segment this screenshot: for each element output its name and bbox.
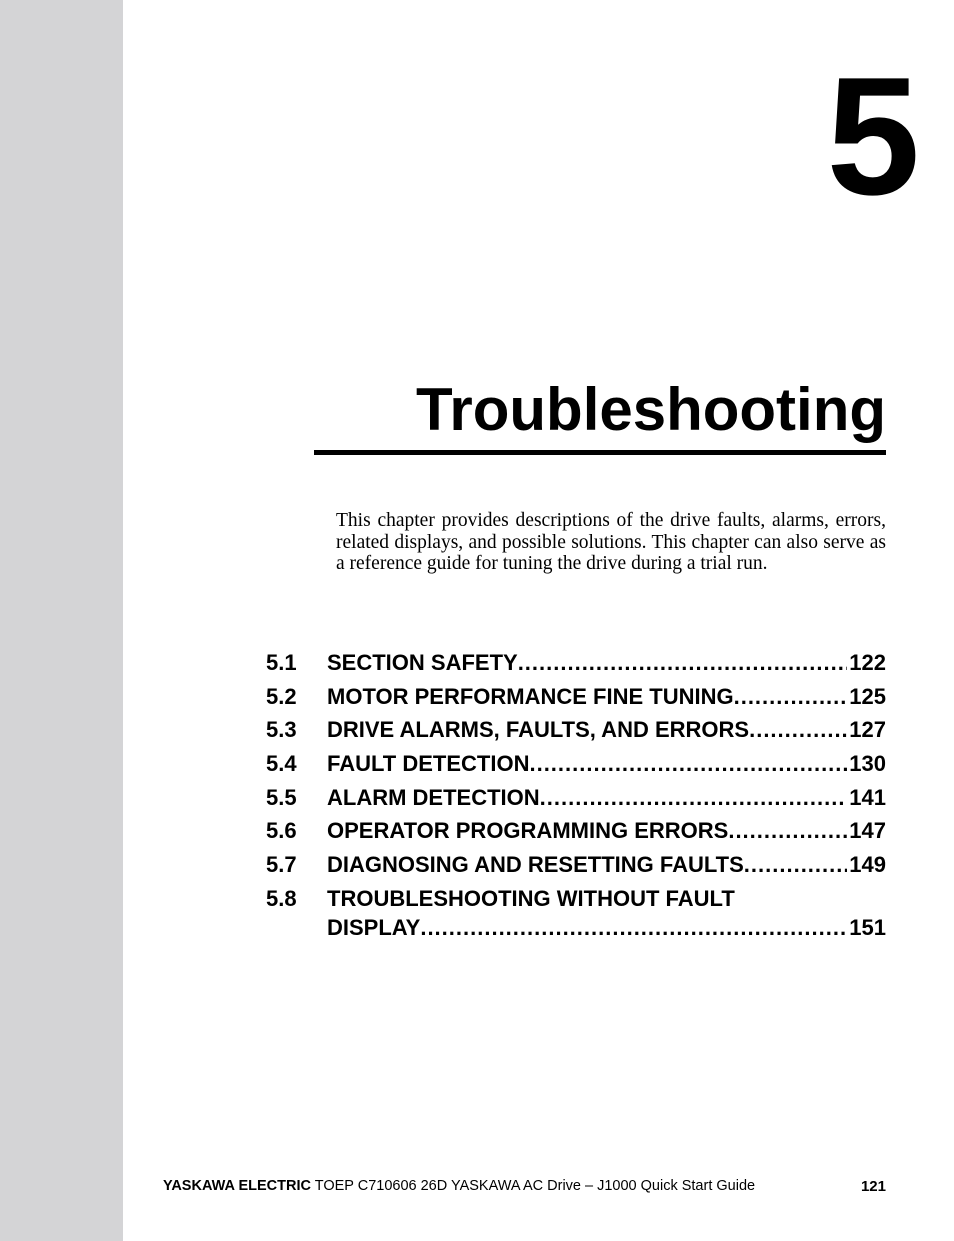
toc-entry-5-8[interactable]	[266, 882, 886, 945]
chapter-number: 5	[826, 42, 918, 230]
toc-page: 149	[849, 852, 886, 878]
toc-entry-5-7[interactable]	[266, 848, 886, 882]
toc-entry-5-4[interactable]	[266, 747, 886, 781]
toc-number: 5.3	[266, 717, 297, 743]
toc-title: SECTION SAFETY	[327, 650, 518, 675]
page-number: 121	[860, 1178, 886, 1195]
toc-leader	[734, 680, 848, 714]
toc-page: 147	[849, 818, 886, 844]
toc-number: 5.1	[266, 650, 297, 675]
toc-title: FAULT DETECTION	[327, 751, 530, 777]
toc-entry-5-6[interactable]	[266, 814, 886, 848]
toc-title-continued: DISPLAY	[327, 914, 421, 940]
toc-title: DRIVE ALARMS, FAULTS, AND ERRORS	[327, 717, 750, 743]
toc-number: 5.4	[266, 751, 297, 777]
toc-title: OPERATOR PROGRAMMING ERRORS	[327, 818, 729, 844]
toc-page: 141	[849, 784, 886, 810]
toc-number: 5.2	[266, 683, 297, 709]
toc-number: 5.8	[266, 885, 297, 911]
title-rule	[314, 450, 886, 455]
toc-title: ALARM DETECTION	[327, 784, 540, 810]
side-margin-band	[0, 0, 123, 1241]
toc-leader	[540, 781, 848, 815]
toc-page: 130	[849, 751, 886, 777]
toc-page: 127	[849, 717, 886, 743]
toc-leader	[420, 911, 847, 945]
toc-page: 151	[849, 914, 886, 940]
table-of-contents	[266, 646, 886, 945]
toc-entry-5-2[interactable]	[266, 680, 886, 714]
toc-leader	[728, 814, 847, 848]
toc-page: 125	[849, 683, 886, 709]
footer-brand: YASKAWA ELECTRIC	[163, 1178, 311, 1194]
toc-number: 5.5	[266, 784, 297, 810]
toc-leader	[529, 747, 847, 781]
chapter-title: Troubleshooting	[416, 376, 886, 443]
toc-entry-5-1[interactable]	[266, 646, 886, 680]
page-footer	[163, 1178, 886, 1194]
toc-leader	[749, 713, 847, 747]
toc-entry-5-3[interactable]	[266, 713, 886, 747]
chapter-intro: This chapter provides descriptions of the drive faults, alarms, errors, related displays, and possible solutions. This chapter can also serve as a reference guide for tuning the drive during a trial run.	[336, 510, 886, 574]
toc-leader	[744, 848, 847, 882]
toc-page: 122	[849, 650, 886, 675]
toc-title: DIAGNOSING AND RESETTING FAULTS	[327, 852, 744, 878]
toc-title: TROUBLESHOOTING WITHOUT FAULT	[327, 885, 735, 911]
toc-title: MOTOR PERFORMANCE FINE TUNING	[327, 683, 734, 709]
toc-number: 5.6	[266, 818, 297, 844]
toc-number: 5.7	[266, 852, 297, 878]
footer-document-title: TOEP C710606 26D YASKAWA AC Drive – J1000 Quick Start Guide	[310, 1178, 756, 1194]
toc-entry-5-5[interactable]	[266, 781, 886, 815]
toc-leader	[518, 646, 848, 680]
